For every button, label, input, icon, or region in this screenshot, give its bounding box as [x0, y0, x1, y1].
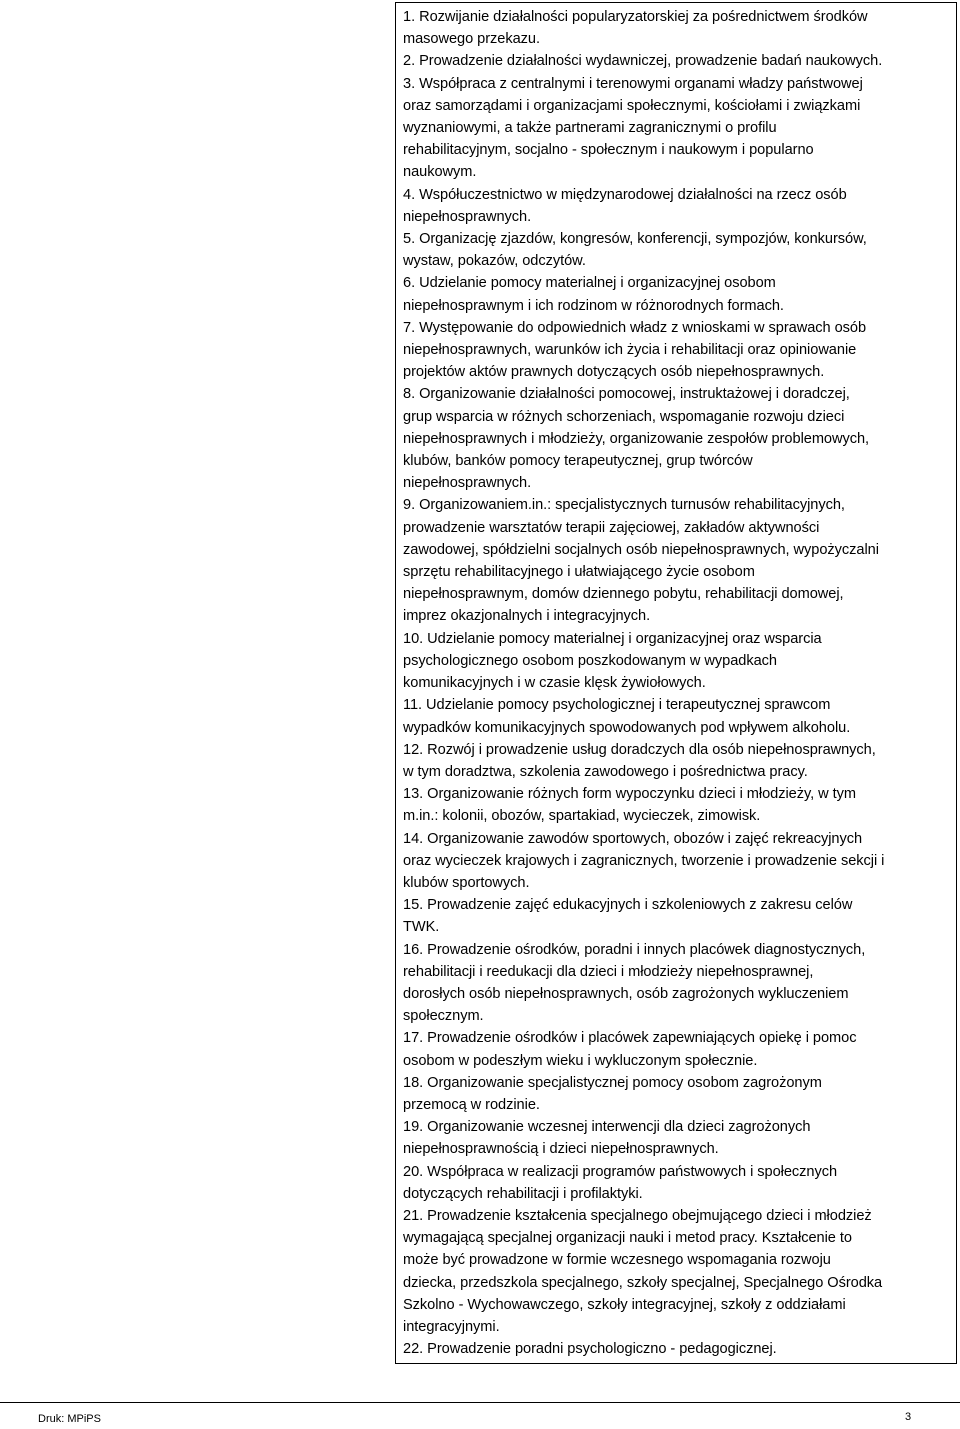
list-item: 12. Rozwój i prowadzenie usług doradczych dla osób niepełnosprawnych, w tym doradztwa, szkolenia zawodowego i pośrednictwa pracy.	[403, 741, 876, 780]
list-item: 4. Współuczestnictwo w międzynarodowej działalności na rzecz osób niepełnosprawnych.	[403, 186, 847, 225]
list-item: 7. Występowanie do odpowiednich władz z wnioskami w sprawach osób niepełnosprawnych, warunków ich życia i rehabilitacji oraz opiniowanie projektów aktów prawnych dotyczących osób niepełnosprawnych.	[403, 319, 867, 381]
list-item: 11. Udzielanie pomocy psychologicznej i terapeutycznej sprawcom wypadków komunikacyjnych spowodowanych pod wpływem alkoholu.	[403, 697, 851, 736]
document-text-frame	[395, 2, 957, 1364]
list-item: 14. Organizowanie zawodów sportowych, obozów i zajęć rekreacyjnych oraz wycieczek krajowych i zagranicznych, tworzenie i prowadzenie sekcji i klubów sportowych.	[403, 830, 885, 891]
list-item: 10. Udzielanie pomocy materialnej i organizacyjnej oraz wsparcia psychologicznego osobom poszkodowanym w wypadkach komunikacyjnych i w czasie klęsk żywiołowych.	[403, 630, 822, 692]
list-item: 2. Prowadzenie działalności wydawniczej, prowadzenie badań naukowych.	[403, 53, 883, 70]
footer-divider	[0, 1402, 960, 1403]
list-item: 8. Organizowanie działalności pomocowej, instruktażowej i doradczej, grup wsparcia w różnych schorzeniach, wspomaganie rozwoju dzieci niepełnosprawnych i młodzieży, organizowanie zespołów problemowych, klubów, banków pomocy terapeutycznej, grup twórców niepełnosprawnych.	[403, 386, 870, 492]
page-number: 3	[905, 1411, 912, 1423]
list-item: 15. Prowadzenie zajęć edukacyjnych i szkoleniowych z zakresu celów TWK.	[403, 897, 853, 936]
list-item: 1. Rozwijanie działalności popularyzatorskiej za pośrednictwem środków masowego przekazu.	[403, 9, 868, 48]
footer-print-label: Druk: MPiPS	[38, 1413, 101, 1425]
statute-item-list	[403, 6, 952, 1360]
list-item: 17. Prowadzenie ośrodków i placówek zapewniających opiekę i pomoc osobom w podeszłym wieku i wykluczonym społecznie.	[403, 1030, 857, 1069]
list-item: 9. Organizowaniem.in.: specjalistycznych turnusów rehabilitacyjnych, prowadzenie warsztatów terapii zajęciowej, zakładów aktywności zawodowej, spółdzielni socjalnych osób niepełnosprawnych, wypożyczalni sprzętu rehabilitacyjnego i ułatwiającego życie osobom niepełnosprawnym, domów dziennego pobytu, rehabilitacji domowej, imprez okazjonalnych i integracyjnych.	[403, 497, 879, 625]
list-item: 5. Organizację zjazdów, kongresów, konferencji, sympozjów, konkursów, wystaw, pokazów, odczytów.	[403, 231, 867, 270]
list-item: 18. Organizowanie specjalistycznej pomocy osobom zagrożonym przemocą w rodzinie.	[403, 1074, 822, 1113]
list-item: 22. Prowadzenie poradni psychologiczno - pedagogicznej.	[403, 1341, 777, 1358]
list-item: 21. Prowadzenie kształcenia specjalnego obejmującego dzieci i młodzież wymagającą specjalnej organizacji nauki i metod pracy. Kształcenie to może być prowadzone w formie wczesnego wspomagania rozwoju dziecka, przedszkola specjalnego, szkoły specjalnej, Specjalnego Ośrodka Szkolno - Wychowawczego, szkoły integracyjnej, szkoły z oddziałami integracyjnymi.	[403, 1207, 883, 1335]
list-item: 16. Prowadzenie ośrodków, poradni i innych placówek diagnostycznych, rehabilitacji i reedukacji dla dzieci i młodzieży niepełnosprawnej, dorosłych osób niepełnosprawnych, osób zagrożonych wykluczeniem społecznym.	[403, 941, 866, 1025]
list-item: 6. Udzielanie pomocy materialnej i organizacyjnej osobom niepełnosprawnym i ich rodzinom w różnorodnych formach.	[403, 275, 784, 314]
list-item: 20. Współpraca w realizacji programów państwowych i społecznych dotyczących rehabilitacji i profilaktyki.	[403, 1163, 838, 1202]
list-item: 19. Organizowanie wczesnej interwencji dla dzieci zagrożonych niepełnosprawnością i dzieci niepełnosprawnych.	[403, 1119, 811, 1158]
list-item: 3. Współpraca z centralnymi i terenowymi organami władzy państwowej oraz samorządami i organizacjami społecznymi, kościołami i związkami wyznaniowymi, a także partnerami zagranicznymi o profilu rehabilitacyjnym, socjalno - społecznym i naukowym i popularno naukowym.	[403, 75, 863, 181]
list-item: 13. Organizowanie różnych form wypoczynku dzieci i młodzieży, w tym m.in.: kolonii, obozów, spartakiad, wycieczek, zimowisk.	[403, 786, 857, 825]
